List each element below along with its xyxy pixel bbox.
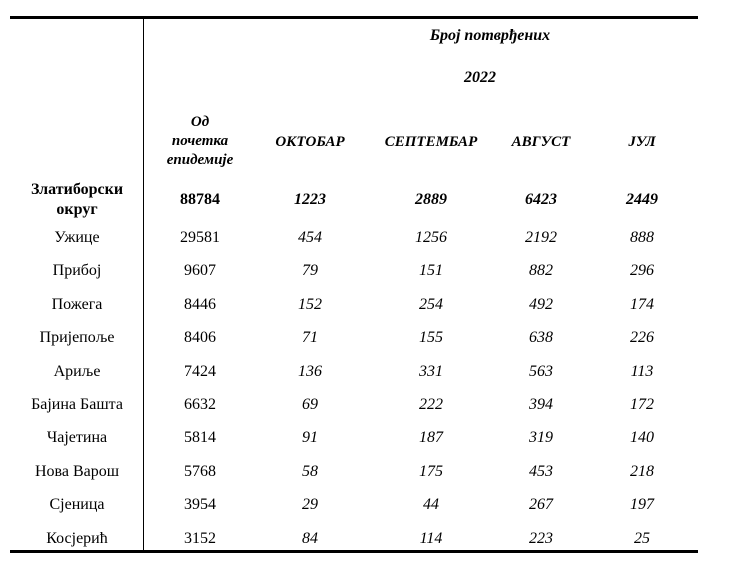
row-name: Прибој bbox=[52, 262, 102, 280]
col-header-since bbox=[150, 113, 250, 170]
row-august: 2192 bbox=[525, 229, 557, 246]
column-divider bbox=[143, 19, 144, 550]
col-header-july: ЈУЛ bbox=[628, 134, 656, 150]
row-october: 136 bbox=[298, 362, 322, 380]
row-october: 84 bbox=[302, 529, 318, 547]
row-july: 218 bbox=[630, 462, 654, 480]
row-october: 152 bbox=[298, 295, 322, 313]
row-september: 222 bbox=[419, 396, 443, 413]
row-october: 69 bbox=[302, 396, 318, 413]
total-name-line1: Златиборски bbox=[30, 181, 124, 198]
row-august: 394 bbox=[529, 396, 553, 413]
row-august: 638 bbox=[529, 329, 553, 347]
total-september: 2889 bbox=[415, 191, 447, 208]
col-header-since-line2: почетка bbox=[171, 133, 229, 149]
row-august: 223 bbox=[529, 529, 553, 547]
row-july: 296 bbox=[630, 262, 654, 280]
row-since: 9607 bbox=[184, 262, 216, 280]
row-august: 563 bbox=[529, 362, 553, 380]
row-since: 5768 bbox=[184, 462, 216, 480]
row-since: 6632 bbox=[184, 396, 216, 413]
row-october: 91 bbox=[302, 429, 318, 447]
row-september: 114 bbox=[419, 529, 443, 547]
col-header-since-line1: Од bbox=[190, 114, 210, 130]
row-since: 8406 bbox=[184, 329, 216, 347]
total-name-line2: округ bbox=[56, 201, 98, 218]
row-august: 453 bbox=[529, 462, 553, 480]
confirmed-cases-table bbox=[10, 16, 698, 553]
total-july: 2449 bbox=[626, 191, 658, 208]
row-since: 29581 bbox=[180, 229, 220, 246]
row-september: 175 bbox=[419, 462, 443, 480]
row-name: Косјерић bbox=[46, 529, 108, 547]
row-since: 8446 bbox=[184, 295, 216, 313]
row-october: 71 bbox=[302, 329, 318, 347]
col-header-since-line3: епидемије bbox=[166, 152, 234, 168]
row-october: 29 bbox=[302, 496, 318, 514]
row-july: 226 bbox=[630, 329, 654, 347]
row-name: Бајина Башта bbox=[31, 396, 123, 413]
row-since: 5814 bbox=[184, 429, 216, 447]
row-since: 3954 bbox=[184, 496, 216, 514]
row-name: Ужице bbox=[54, 229, 100, 246]
row-september: 254 bbox=[419, 295, 443, 313]
col-header-september: СЕПТЕМБАР bbox=[384, 134, 478, 150]
row-name: Сјеница bbox=[49, 496, 105, 514]
row-july: 140 bbox=[630, 429, 654, 447]
row-name: Ариље bbox=[53, 362, 101, 380]
row-september: 44 bbox=[423, 496, 439, 514]
row-july: 888 bbox=[630, 229, 654, 246]
total-row-name bbox=[12, 180, 142, 220]
row-october: 454 bbox=[298, 229, 322, 246]
total-august: 6423 bbox=[525, 191, 557, 208]
row-july: 113 bbox=[630, 362, 654, 380]
total-october: 1223 bbox=[294, 191, 326, 208]
row-august: 492 bbox=[529, 295, 553, 313]
row-name: Пријепоље bbox=[39, 329, 115, 347]
col-header-october: ОКТОБАР bbox=[275, 134, 345, 150]
row-name: Чајетина bbox=[46, 429, 108, 447]
row-july: 174 bbox=[630, 295, 654, 313]
row-september: 187 bbox=[419, 429, 443, 447]
row-september: 151 bbox=[419, 262, 443, 280]
row-september: 155 bbox=[419, 329, 443, 347]
total-since: 88784 bbox=[180, 191, 220, 208]
row-october: 58 bbox=[302, 462, 318, 480]
row-october: 79 bbox=[302, 262, 318, 280]
row-august: 319 bbox=[529, 429, 553, 447]
row-since: 7424 bbox=[184, 362, 216, 380]
col-header-august: АВГУСТ bbox=[511, 134, 571, 150]
row-july: 197 bbox=[630, 496, 654, 514]
row-since: 3152 bbox=[184, 529, 216, 547]
group-title: Број потврђених bbox=[429, 27, 551, 44]
row-august: 267 bbox=[529, 496, 553, 514]
row-september: 1256 bbox=[415, 229, 447, 246]
row-september: 331 bbox=[419, 362, 443, 380]
year-label: 2022 bbox=[464, 69, 496, 86]
row-august: 882 bbox=[529, 262, 553, 280]
row-july: 25 bbox=[634, 529, 650, 547]
row-july: 172 bbox=[630, 396, 654, 413]
row-name: Нова Варош bbox=[34, 462, 120, 480]
row-name: Пожега bbox=[51, 295, 103, 313]
